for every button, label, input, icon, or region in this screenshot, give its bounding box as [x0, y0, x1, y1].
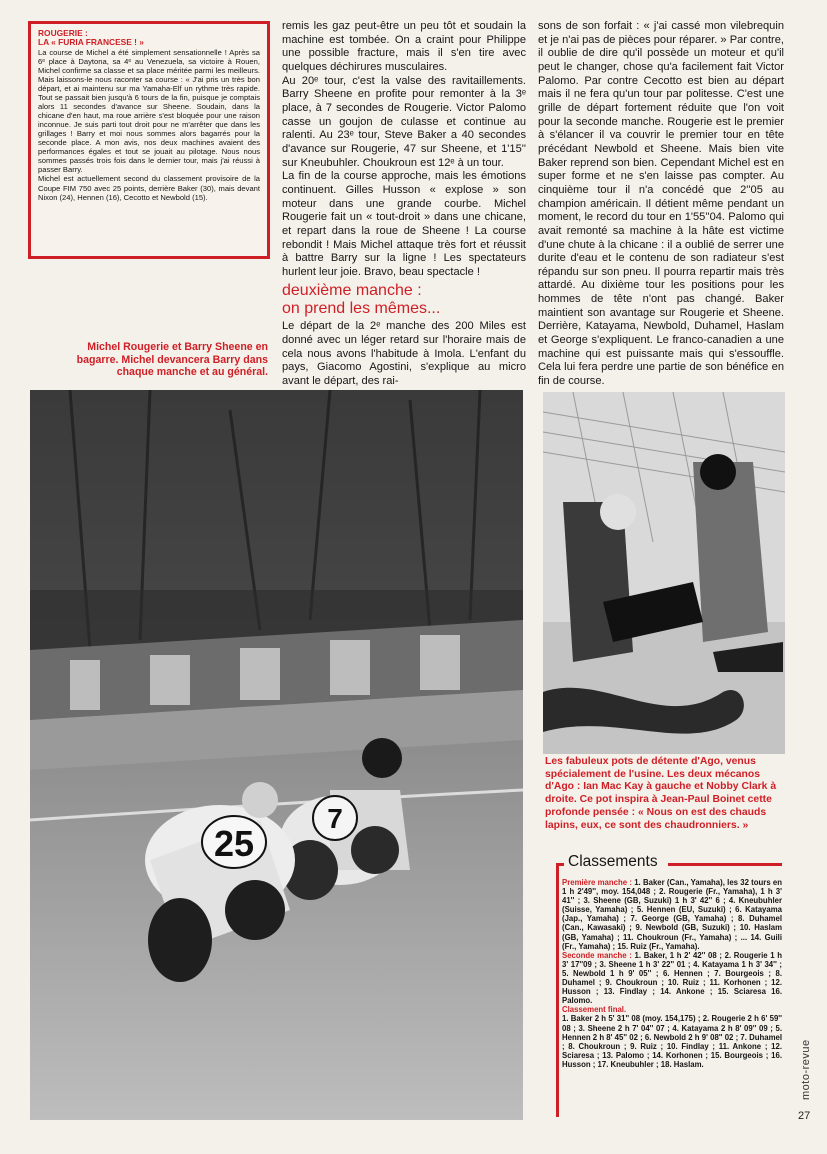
article-column-2: [282, 20, 526, 389]
sidebar-body-2: Michel est actuellement second du classement provisoire de la Coupe FIM 750 avec 25 points, derrière Baker (30), mais devant Nixon (24), Hennen (16), Cecotto et Newbold (15).: [38, 174, 260, 202]
sidebar-title-2: LA « FURIA FRANCESE ! »: [38, 37, 144, 48]
classements-title: Classements: [568, 853, 658, 870]
manche-2-results: 1. Baker, 1 h 2' 42'' 08 ; 2. Rougerie 1 h 3' 17''09 ; 3. Sheene 1 h 3' 22'' 01 ; 4. Katayama 1 h 3' 34'' ; 5. Newbold 1 h 9' 05'' ; 6. Hennen ; 7. Bourgeois ; 8. Duhamel ; 9. Choukroun ; 10. Ruiz ; 11. Korhonen ; 12. Husson ; 13. Findlay ; 14. Ankone ; 15. Sciaresa 16. Palomo.: [562, 950, 782, 1006]
race-photo: [30, 390, 523, 1120]
col2-paragraph-2: Au 20ᵉ tour, c'est la valse des ravitaillements. Barry Sheene en profite pour remonter à la 3ᵉ place, à 7 secondes de Rougerie. Victor Palomo casse un goujon de culasse et continue au ralenti. Au 23ᵉ tour, Steve Baker a 40 secondes d'avance sur Rougerie, 47 sur Sheene, et 1'15'' sur Kneubuhler. Choukroun est 12ᵉ à un tour.: [282, 74, 526, 169]
section-heading-line-1: deuxième manche :: [282, 282, 422, 300]
sidebar-box: [28, 21, 270, 259]
rule-vertical: [556, 865, 559, 1117]
col2-paragraph-3: La fin de la course approche, mais les émotions continuent. Gilles Husson « explose » son moteur dans une grande courbe. Michel Rougerie fait un « tout-droit » dans une chicane, et repart dans la roue de Sheene ! La course rebondit ! Mais Michel attaque très fort et réussit à battre Barry sur la ligne ! Les spectateurs hurlent leur joie. Bravo, beau spectacle !: [282, 170, 526, 278]
manche-1-results: 1. Baker (Can., Yamaha), les 32 tours en 1 h 2'49'', moy. 154,048 ; 2. Rougerie (Fr., Yamaha), 1 h 3' 41'' ; 3. Sheene (GB, Suzuki) 1 h 3' 42'' 6 ; 4. Kneubuhler (Suisse, Yamaha) ; 5. Hennen (EU, Suzuki) ; 6. Katayama (Jap., Yamaha) ; 7. George (GB, Yamaha) ; 8. Duhamel (Can., Kawasaki) ; 9. Newbold (GB, Suzuki) ; 10. Haslam (GB, Yamaha) ; 11. Choukroun (Fr., Yamaha) ; ... 14. Guili (Fr., Yamaha) ; 15. Ruiz (Fr., Yamaha).: [562, 878, 783, 951]
photo-caption-left: Michel Rougerie et Barry Sheene en bagarre. Michel devancera Barry dans chaque manche et au général.: [76, 341, 268, 379]
photo-caption-right: Les fabuleux pots de détente d'Ago, venus spécialement de l'usine. Les deux mécanos d'Ago : Ian Mac Kay à gauche et Nobby Clark à droite. Ce pot inspira à Jean-Paul Boinet cette profonde pensée : « Nous on est des chauds lapins, eux, ce sont des chaudronniers. »: [545, 756, 777, 831]
section-heading-line-2: on prend les mêmes...: [282, 299, 441, 317]
manche-2-label: Seconde manche :: [562, 950, 632, 960]
article-column-3: [538, 20, 784, 389]
classements-box: [556, 853, 782, 1117]
section-heading: [282, 282, 526, 317]
race-number-25: 25: [213, 823, 255, 864]
col3-paragraph-1: sons de son forfait : « j'ai cassé mon vilebrequin et je n'ai pas de pièces pour réparer. » Par contre, il oublie de dire qu'il possède un moteur et qu'il peut le changer, chose qu'a facilement fait Victor Palomo. Par contre Cecotto est bien au départ mais il ne fera qu'un tour par politesse. C'est une grille de départ fortement réduite que l'on voit pour la seconde manche. Rougerie est le premier à s'élancer il va couvrir le premier tour en tête précédant Newbold et Sheene. Mais bien vite Baker reprend son bien. Cependant Michel est en super forme et ne s'en laisse pas compter. Au cinquième tour il n'a concédé que 2''05 au champion américain. Il détient même pendant un moment, le record du tour en 1'55''04. Palomo qui avait remonté sa machine à la hâte est victime d'une chute à la chicane : il a oublié de serrer une durite d'eau et le contenu de son radiateur s'est répandu sur son pneu. Il pourra repartir mais très attardé. Au dixième tour les positions pour les hommes de tête n'ont pas changé. Baker maintient son avantage sur Rougerie et Sheene. Derrière, Katayama, Newbold, Duhamel, Haslam et George s'expliquent. Le franco-canadien a une machine qui est puissante mais qui s'essouffle. Cela lui fera perdre une partie de son bénéfice en fin de course.: [538, 20, 784, 388]
rule-right: [668, 863, 782, 866]
classements-text: [562, 878, 782, 1069]
mechanics-photo: [543, 392, 785, 754]
sidebar-title-1: ROUGERIE :: [38, 28, 88, 38]
final-results: 1. Baker 2 h 5' 31'' 08 (moy. 154,175) ; 2. Rougerie 2 h 6' 59'' 08 ; 3. Sheene 2 h 7' 04'' 07 ; 4. Katayama 2 h 8' 09'' 09 ; 5. Hennen 2 h 8' 45'' 02 ; 6. Newbold 2 h 9' 08'' 02 ; 7. Duhamel ; 8. Choukroun ; 9. Ruiz ; 10. Findlay ; 11. Ankone ; 12. Sciaresa ; 13. Palomo ; 14. Korhonen ; 15. Bourgeois ; 16. Husson ; 17. Kneubuhler ; 18. Haslam.: [562, 1014, 782, 1069]
final-label: Classement final.: [562, 1005, 627, 1015]
col2-paragraph-4: Le départ de la 2ᵉ manche des 200 Miles est donné avec un léger retard sur l'horaire mais de cela nous avons l'habitude à Imola. L'enfant du pays, Giacomo Agostini, s'explique au micro avant le départ, des rai-: [282, 320, 526, 388]
magazine-name: moto-revue: [800, 1039, 812, 1100]
race-number-7: 7: [327, 803, 343, 834]
col2-paragraph-1: remis les gaz peut-être un peu tôt et soudain la machine est tombée. On a craint pour Philippe une possible fracture, mais il s'en tire avec quelques déchirures musculaires.: [282, 20, 526, 73]
page-number: 27: [798, 1110, 811, 1122]
sidebar-body: La course de Michel a été simplement sensationnelle ! Après sa 6ᵉ place à Daytona, sa 4ᵉ au Venezuela, sa victoire à Rouen, Michel confirme sa classe et sa place méritée parmi les meilleurs. Mais laissons-le nous raconter sa course : « J'ai pris un très bon départ, et ai maintenu sur ma Yamaha-Elf un rythme très rapide. Tout se passait bien jusqu'à 6 tours de la fin, puisque je comptais alors 11 secondes d'avance sur Sheene. Soudain, dans la chicane d'en haut, ma roue arrière s'est bloquée pour une raison inconnue. Je suis parti tout droit pour ne m'arrêter que dans les grillages ! Barry et moi nous sommes alors bagarrés pour la seconde place. A mon avis, nos deux machines avaient des performances égales et tout se jouait au pilotage. Nous nous sommes passés trois fois dans le dernier tour, mais j'ai réussi à passer Barry.: [38, 47, 260, 175]
manche-1-label: Première manche :: [562, 878, 632, 887]
